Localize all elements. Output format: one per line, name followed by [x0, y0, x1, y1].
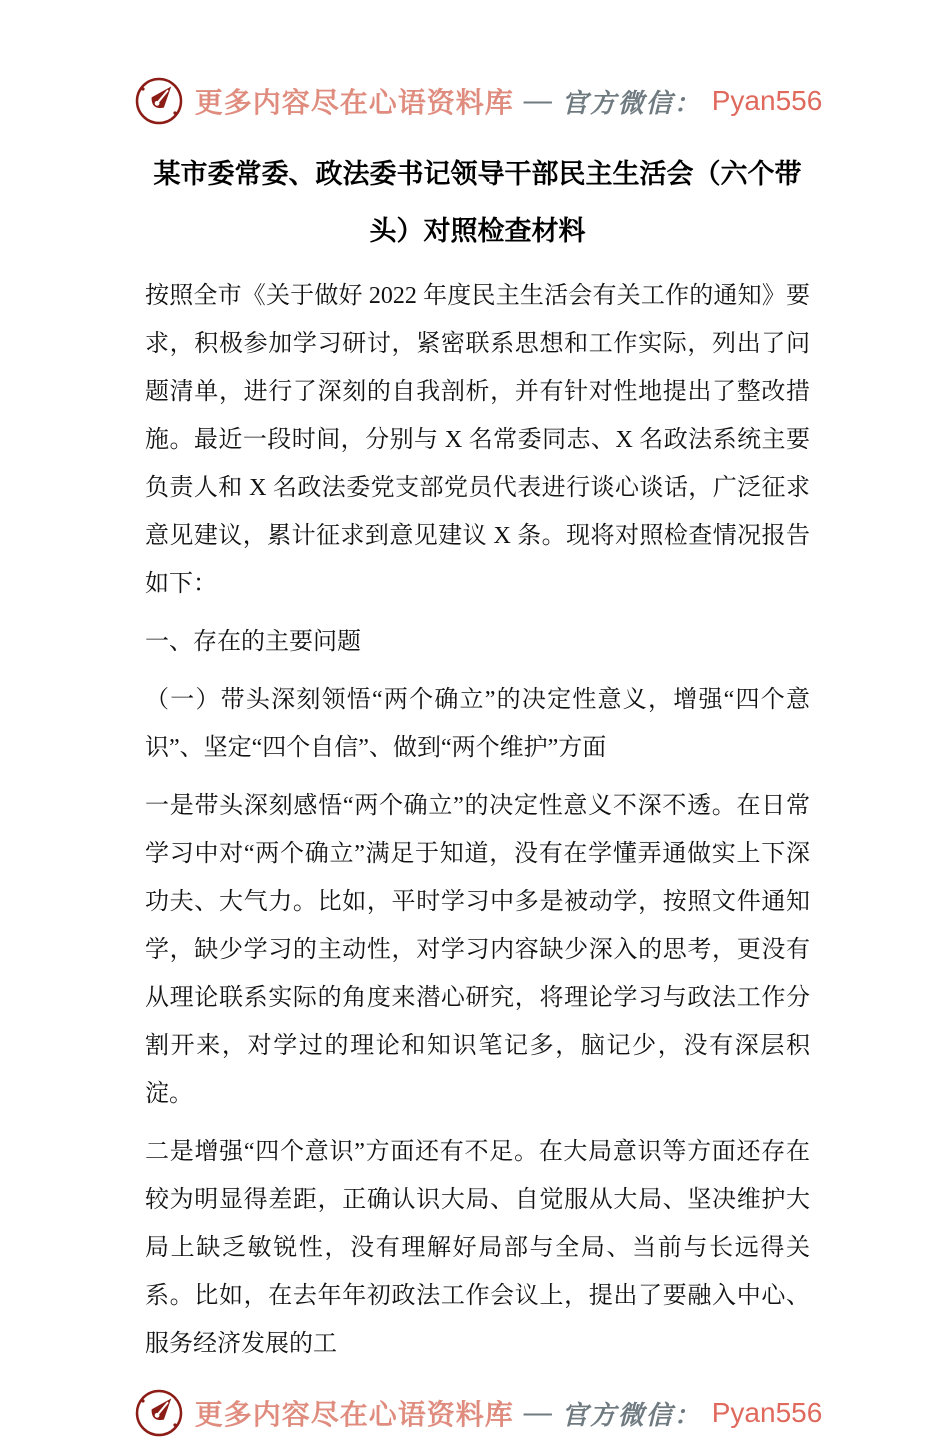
watermark-separator: — — [523, 1397, 552, 1428]
document-body — [145, 272, 810, 1368]
document-title: 某市委常委、政法委书记领导干部民主生活会（六个带头）对照检查材料 — [153, 159, 802, 246]
paragraph-intro: 按照全市《关于做好 2022 年度民主生活会有关工作的通知》要求，积极参加学习研讨，紧密联系思想和工作实际，列出了问题清单，进行了深刻的自我剖析，并有针对性地提出了整改措施。最近一段时间，分别与 X 名常委同志、X 名政法系统主要负责人和 X 名政法委党支部党员代表进行谈心谈话，广泛征求意见建议，累计征求到意见建议 X 条。现将对照检查情况报告如下： — [145, 283, 810, 597]
section-heading-1: 一、存在的主要问题 — [145, 629, 361, 655]
watermark-text: 更多内容尽在心语资料库 — [194, 1400, 514, 1431]
watermark-wechat-account: Pyan556 — [711, 1397, 823, 1428]
watermark-text: 更多内容尽在心语资料库 — [194, 88, 514, 119]
watermark-wechat-label: 官方微信： — [561, 88, 702, 118]
pen-nib-logo-icon — [133, 1387, 185, 1439]
watermark-wechat-label: 官方微信： — [561, 1400, 702, 1430]
watermark-separator: — — [523, 85, 552, 116]
paragraph-point-2: 二是增强“四个意识”方面还有不足。在大局意识等方面还存在较为明显得差距，正确认识大局、自觉服从大局、坚决维护大局上缺乏敏锐性，没有理解好局部与全局、当前与长远得关系。比如，在去年年初政法工作会议上，提出了要融入中心、服务经济发展的工 — [145, 1139, 810, 1357]
watermark-footer — [145, 1384, 823, 1442]
watermark-header — [145, 72, 823, 130]
watermark-wechat-account: Pyan556 — [711, 85, 823, 116]
section-heading-1-1: （一）带头深刻领悟“两个确立”的决定性意义，增强“四个意识”、坚定“四个自信”、做到“两个维护”方面 — [145, 687, 810, 761]
paragraph-point-1: 一是带头深刻感悟“两个确立”的决定性意义不深不透。在日常学习中对“两个确立”满足于知道，没有在学懂弄通做实上下深功夫、大气力。比如，平时学习中多是被动学，按照文件通知学，缺少学习的主动性，对学习内容缺少深入的思考，更没有从理论联系实际的角度来潜心研究，将理论学习与政法工作分割开来，对学过的理论和知识笔记多，脑记少，没有深层积淀。 — [145, 793, 810, 1107]
pen-nib-logo-icon — [133, 75, 185, 127]
